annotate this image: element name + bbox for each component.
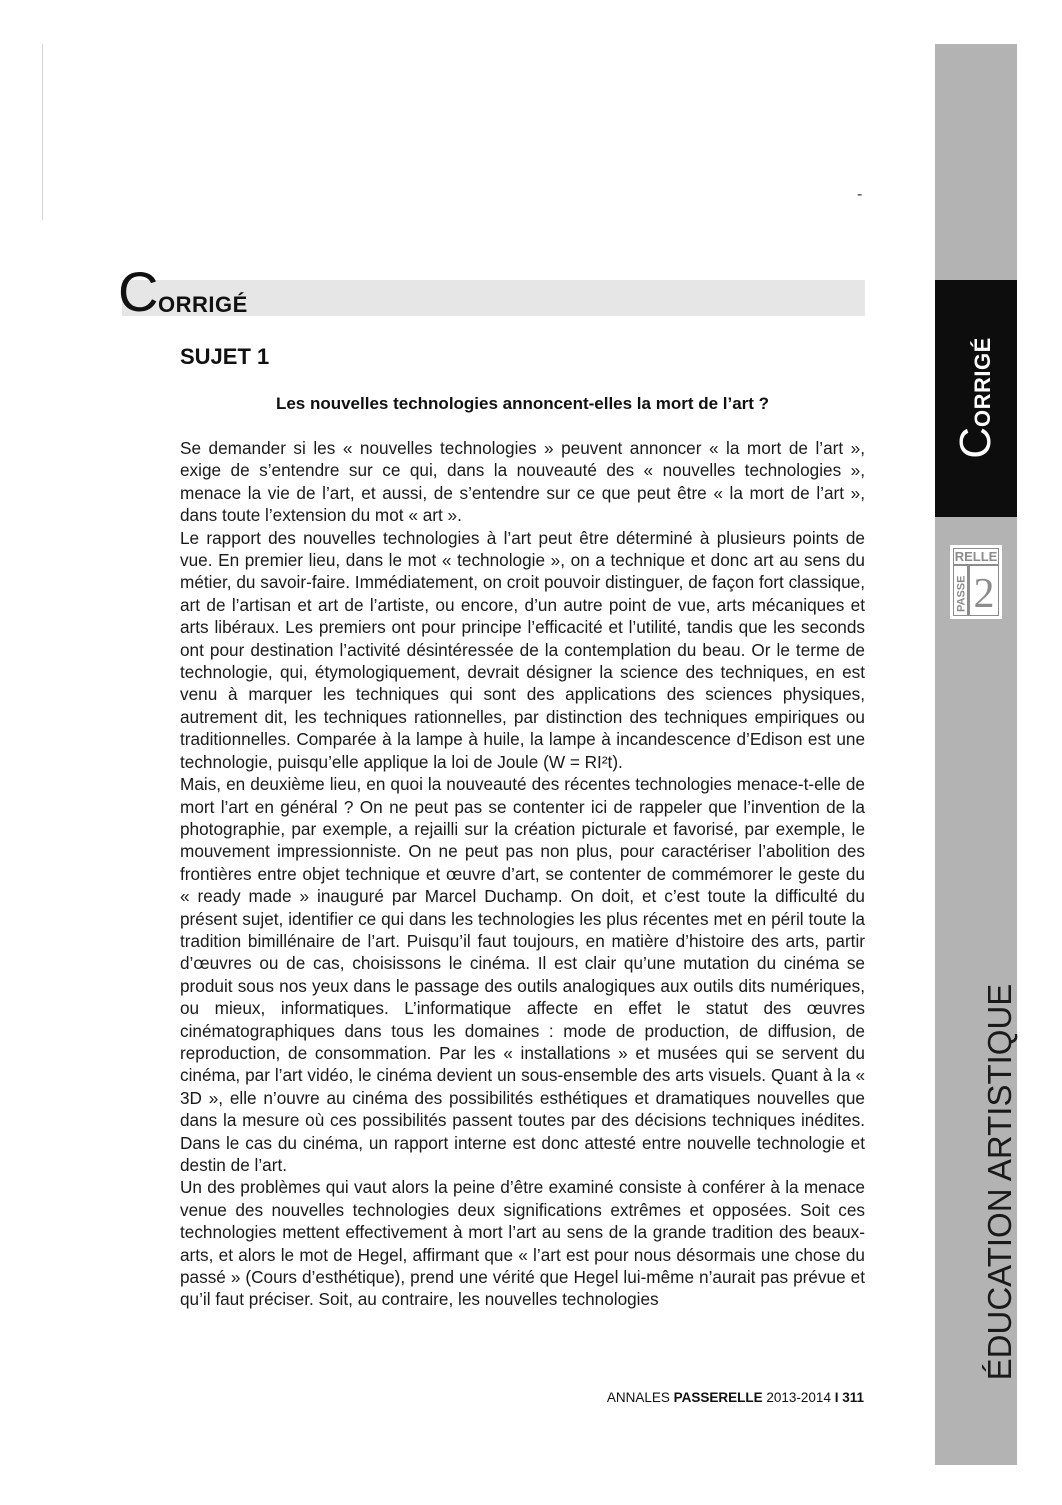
paragraph: Mais, en deuxième lieu, en quoi la nouveauté des récentes technologies menace-t-elle de mort l’art en général ? On ne peut pas se contenter ici de rappeler que l’invention de la photographie, par exemple, a rejailli sur la création picturale et favorisé, par exemple, le mouvement impressionniste. On ne peut pas non plus, pour caractériser l’abolition des frontières entre objet technique et œuvre d’art, se contenter de commémorer le geste du « ready made » inauguré par Marcel Duchamp. On doit, et c’est toute la difficulté du présent sujet, identifier ce qui dans les technologies les plus récentes met en péril toute la tradition bimillénaire de l’art. Puisqu’il faut toujours, en matière d’histoire des arts, partir d’œuvres ou de cas, choisissons le cinéma. Il est clair qu’une mutation du cinéma se produit sous nos yeux dans le passage des outils analogiques aux outils dits numériques, ou mieux, informatiques. L’informatique affecte en effet le statut des œuvres cinématographiques dans tous les domaines : mode de production, de diffusion, de reproduction, de consommation. Par les « installations » et musées qui se servent du cinéma, par l’art vidéo, le cinéma devient un sous-ensemble des arts visuels. Quant à la « 3D », elle n’ouvre au cinéma des possibilités esthétiques et dramatiques nouvelles que dans la mesure où ces possibilités passent toutes par des décisions techniques inédites. Dans le cas du cinéma, un rapport interne est donc attesté entre nouvelle technologie et destin de l’art. xyxy=(180,774,865,1175)
paragraph: Le rapport des nouvelles technologies à l’art peut être déterminé à plusieurs points de vue. En premier lieu, dans le mot « technologie », on a technique et donc art au sens du métier, du savoir-faire. Immédiatement, on croit pouvoir distinguer, de façon fort classique, art de l’artisan et art de l’artiste, ou encore, d’un autre point de vue, arts mécaniques et arts libéraux. Les premiers ont pour principe l’efficacité et l’utilité, tandis que les seconds ont pour destination l’activité désintéressée de la contemplation du beau. Or le terme de technologie, qui, étymologiquement, devrait désigner la science des techniques, en est venu à marquer les techniques qui sont des applications des sciences physiques, autrement dit, les techniques rationnelles, par distinction des techniques empiriques ou traditionnelles. Comparée à la lampe à huile, la lampe à incandescence d’Edison est une technologie, puisqu’elle applique la loi de Joule (W = RI²t). xyxy=(180,527,865,772)
logo-side-text: PASSE xyxy=(955,575,968,612)
section-banner-initial: C xyxy=(118,260,159,323)
crop-mark xyxy=(42,44,43,220)
footer-brand: PASSERELLE xyxy=(673,1390,763,1405)
logo-number: 2 xyxy=(973,571,995,617)
logo-top-text: RELLE xyxy=(954,549,998,564)
page-number: 311 xyxy=(842,1390,864,1405)
footer-separator: I xyxy=(834,1390,843,1405)
essay-question: Les nouvelles technologies annoncent-elles la mort de l’art ? xyxy=(275,394,770,413)
sidebar-section-label xyxy=(951,280,1000,516)
sidebar-title: ORRIGÉ xyxy=(970,337,995,428)
subject-heading: SUJET 1 xyxy=(180,344,270,369)
paragraph: Un des problèmes qui vaut alors la peine d’être examiné consiste à conférer à la menace venue des nouvelles technologies deux significations extrêmes et opposées. Soit ces technologies mettent effectivement à mort l’art au sens de la grande tradition des beaux-arts, et alors le mot de Hegel, affirmant que « l’art est pour nous désormais une chose du passé » (Cours d’esthétique), prend une vérité que Hegel lui-même n’aurait pas prévue et qu’il faut préciser. Soit, au contraire, les nouvelles technologies xyxy=(180,1177,865,1310)
footer-years: 2013-2014 xyxy=(762,1390,835,1405)
header-dash: - xyxy=(857,186,863,203)
paragraph: Se demander si les « nouvelles technologies » peuvent annoncer « la mort de l’art », exige de s’entendre sur ce qui, dans la nouveauté des « nouvelles technologies », menace la vie de l’art, et aussi, de s’entendre sur ce que peut être « la mort de l’art », dans toute l’extension du mot « art ». xyxy=(180,438,865,526)
sidebar-subject-label: ÉDUCATION ARTISTIQUE xyxy=(981,983,1018,1381)
essay-body xyxy=(180,437,865,1311)
page-footer xyxy=(607,1390,864,1405)
footer-prefix: ANNALES xyxy=(606,1390,674,1405)
sidebar-initial: C xyxy=(951,427,1000,459)
passerelle-logo xyxy=(950,545,1002,619)
section-banner-title: ORRIGÉ xyxy=(158,292,248,317)
